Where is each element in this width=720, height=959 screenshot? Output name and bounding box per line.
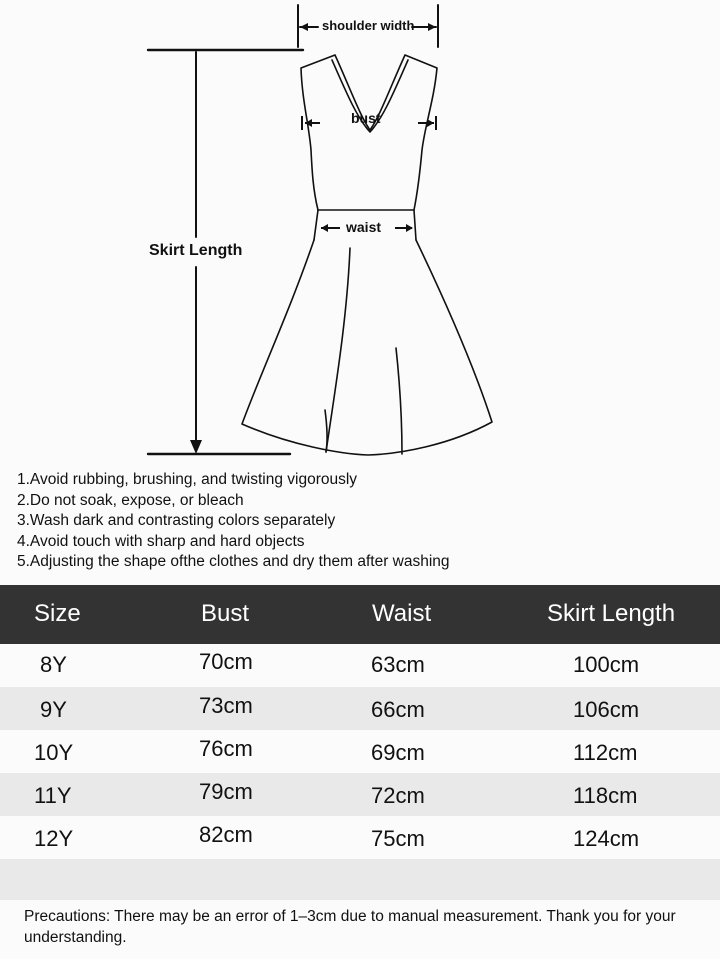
cell-bust: 82cm <box>199 822 253 847</box>
care-item: 3.Wash dark and contrasting colors separately <box>17 512 336 529</box>
cell-bust: 76cm <box>199 736 253 761</box>
table-row <box>0 816 720 859</box>
table-row <box>0 687 720 730</box>
cell-waist: 72cm <box>371 783 425 808</box>
cell-waist: 75cm <box>371 826 425 851</box>
cell-skirt-length: 100cm <box>573 652 640 677</box>
shoulder-width-label: shoulder width <box>322 18 415 33</box>
table-row <box>0 730 720 773</box>
cell-skirt-length: 124cm <box>573 826 640 851</box>
cell-size: 8Y <box>40 652 67 677</box>
header-waist: Waist <box>372 600 432 627</box>
header-bust: Bust <box>201 600 250 627</box>
table-row <box>0 773 720 816</box>
measurement-diagram <box>0 0 720 470</box>
cell-skirt-length: 106cm <box>573 697 640 722</box>
cell-size: 12Y <box>34 826 74 851</box>
size-table <box>0 585 720 900</box>
cell-bust: 73cm <box>199 693 253 718</box>
bust-label: bust <box>351 110 381 126</box>
table-header <box>0 585 720 644</box>
cell-bust: 70cm <box>199 649 253 674</box>
skirt-length-label: Skirt Length <box>149 242 243 259</box>
cell-waist: 63cm <box>371 652 425 677</box>
header-skirt-length: Skirt Length <box>547 600 676 627</box>
care-item: 1.Avoid rubbing, brushing, and twisting vigorously <box>17 471 358 488</box>
care-item: 4.Avoid touch with sharp and hard objects <box>17 532 305 550</box>
cell-waist: 69cm <box>371 740 425 765</box>
header-size: Size <box>34 600 81 627</box>
table-footer-band <box>0 859 720 900</box>
cell-size: 9Y <box>40 697 67 722</box>
precaution-note: Precautions: There may be an error of 1–3cm due to manual measurement. Thank you for your understanding. <box>24 908 676 946</box>
care-item: 5.Adjusting the shape ofthe clothes and dry them after washing <box>17 553 450 570</box>
cell-skirt-length: 112cm <box>573 740 638 765</box>
cell-skirt-length: 118cm <box>573 783 638 808</box>
table-row <box>0 644 720 687</box>
cell-waist: 66cm <box>371 697 425 722</box>
waist-label: waist <box>346 219 382 235</box>
dress-outline-icon <box>0 0 720 470</box>
care-instructions <box>17 470 707 573</box>
cell-bust: 79cm <box>199 779 253 804</box>
care-item: 2.Do not soak, expose, or bleach <box>17 491 244 509</box>
cell-size: 10Y <box>34 740 74 765</box>
cell-size: 11Y <box>34 783 72 808</box>
